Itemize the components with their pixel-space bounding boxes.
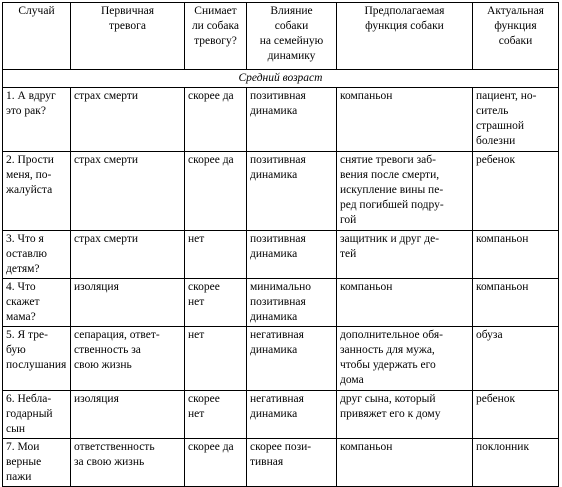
cell-case: 1. А вдруг это рак? bbox=[3, 88, 71, 152]
cell-primary-anxiety: ответственность за свою жизнь bbox=[71, 439, 185, 487]
cell-primary-anxiety: страх смерти bbox=[71, 88, 185, 152]
cell-expected-function: защитник и друг де- тей bbox=[337, 231, 473, 279]
cell-family-dynamics: позитивная динамика bbox=[247, 152, 337, 231]
header-primary-anxiety: Первичная тревога bbox=[71, 3, 185, 70]
header-actual-function: Актуальная функция собаки bbox=[473, 3, 559, 70]
cell-actual-function: поклонник bbox=[473, 439, 559, 487]
cell-primary-anxiety: изоляция bbox=[71, 391, 185, 439]
cell-relieves-anxiety: нет bbox=[185, 231, 247, 279]
cell-case: 3. Что я оставлю детям? bbox=[3, 231, 71, 279]
header-row bbox=[3, 3, 559, 70]
cell-relieves-anxiety: нет bbox=[185, 327, 247, 391]
cell-relieves-anxiety: скорее да bbox=[185, 88, 247, 152]
table-row bbox=[3, 327, 559, 391]
cell-family-dynamics: позитивная динамика bbox=[247, 231, 337, 279]
cell-expected-function: компаньон bbox=[337, 439, 473, 487]
cell-actual-function: ребенок bbox=[473, 391, 559, 439]
cell-case: 6. Небла- годарный сын bbox=[3, 391, 71, 439]
cell-family-dynamics: минимально позитивная динамика bbox=[247, 279, 337, 327]
cell-actual-function: ребенок bbox=[473, 152, 559, 231]
cell-case: 4. Что скажет мама? bbox=[3, 279, 71, 327]
cell-actual-function: обуза bbox=[473, 327, 559, 391]
cell-family-dynamics: негативная динамика bbox=[247, 391, 337, 439]
cell-expected-function: компаньон bbox=[337, 279, 473, 327]
cell-expected-function: снятие тревоги заб- вения после смерти, искупление вины пе- ред погибшей подру- гой bbox=[337, 152, 473, 231]
cell-case: 5. Я тре- бую послушания bbox=[3, 327, 71, 391]
header-family-dynamics: Влияние собаки на семейную динамику bbox=[247, 3, 337, 70]
cell-expected-function: друг сына, который привяжет его к дому bbox=[337, 391, 473, 439]
cell-primary-anxiety: сепарация, ответ- ственность за свою жизнь bbox=[71, 327, 185, 391]
cell-actual-function: компаньон bbox=[473, 279, 559, 327]
table-row bbox=[3, 439, 559, 487]
table-row bbox=[3, 231, 559, 279]
cell-primary-anxiety: страх смерти bbox=[71, 231, 185, 279]
cases-table bbox=[2, 2, 559, 487]
header-case: Случай bbox=[3, 3, 71, 70]
header-relieves-anxiety: Снимает ли собака тревогу? bbox=[185, 3, 247, 70]
table-row bbox=[3, 88, 559, 152]
cell-family-dynamics: негативная динамика bbox=[247, 327, 337, 391]
cell-primary-anxiety: страх смерти bbox=[71, 152, 185, 231]
cell-case: 7. Мои верные пажи bbox=[3, 439, 71, 487]
cell-expected-function: дополнительное обя- занность для мужа, чтобы удержать его дома bbox=[337, 327, 473, 391]
cell-actual-function: пациент, но- ситель страшной болезни bbox=[473, 88, 559, 152]
cell-case: 2. Прости меня, по- жалуйста bbox=[3, 152, 71, 231]
cell-relieves-anxiety: скорее да bbox=[185, 439, 247, 487]
cell-family-dynamics: позитивная динамика bbox=[247, 88, 337, 152]
cell-family-dynamics: скорее пози- тивная bbox=[247, 439, 337, 487]
section-row bbox=[3, 70, 559, 88]
table-wrapper bbox=[2, 2, 559, 487]
section-label: Средний возраст bbox=[3, 70, 559, 88]
cell-primary-anxiety: изоляция bbox=[71, 279, 185, 327]
table-row bbox=[3, 152, 559, 231]
cell-relieves-anxiety: скорее нет bbox=[185, 391, 247, 439]
cell-relieves-anxiety: скорее нет bbox=[185, 279, 247, 327]
cell-actual-function: компаньон bbox=[473, 231, 559, 279]
cell-relieves-anxiety: скорее да bbox=[185, 152, 247, 231]
table-row bbox=[3, 279, 559, 327]
cell-expected-function: компаньон bbox=[337, 88, 473, 152]
header-expected-function: Предполагаемая функция собаки bbox=[337, 3, 473, 70]
table-row bbox=[3, 391, 559, 439]
